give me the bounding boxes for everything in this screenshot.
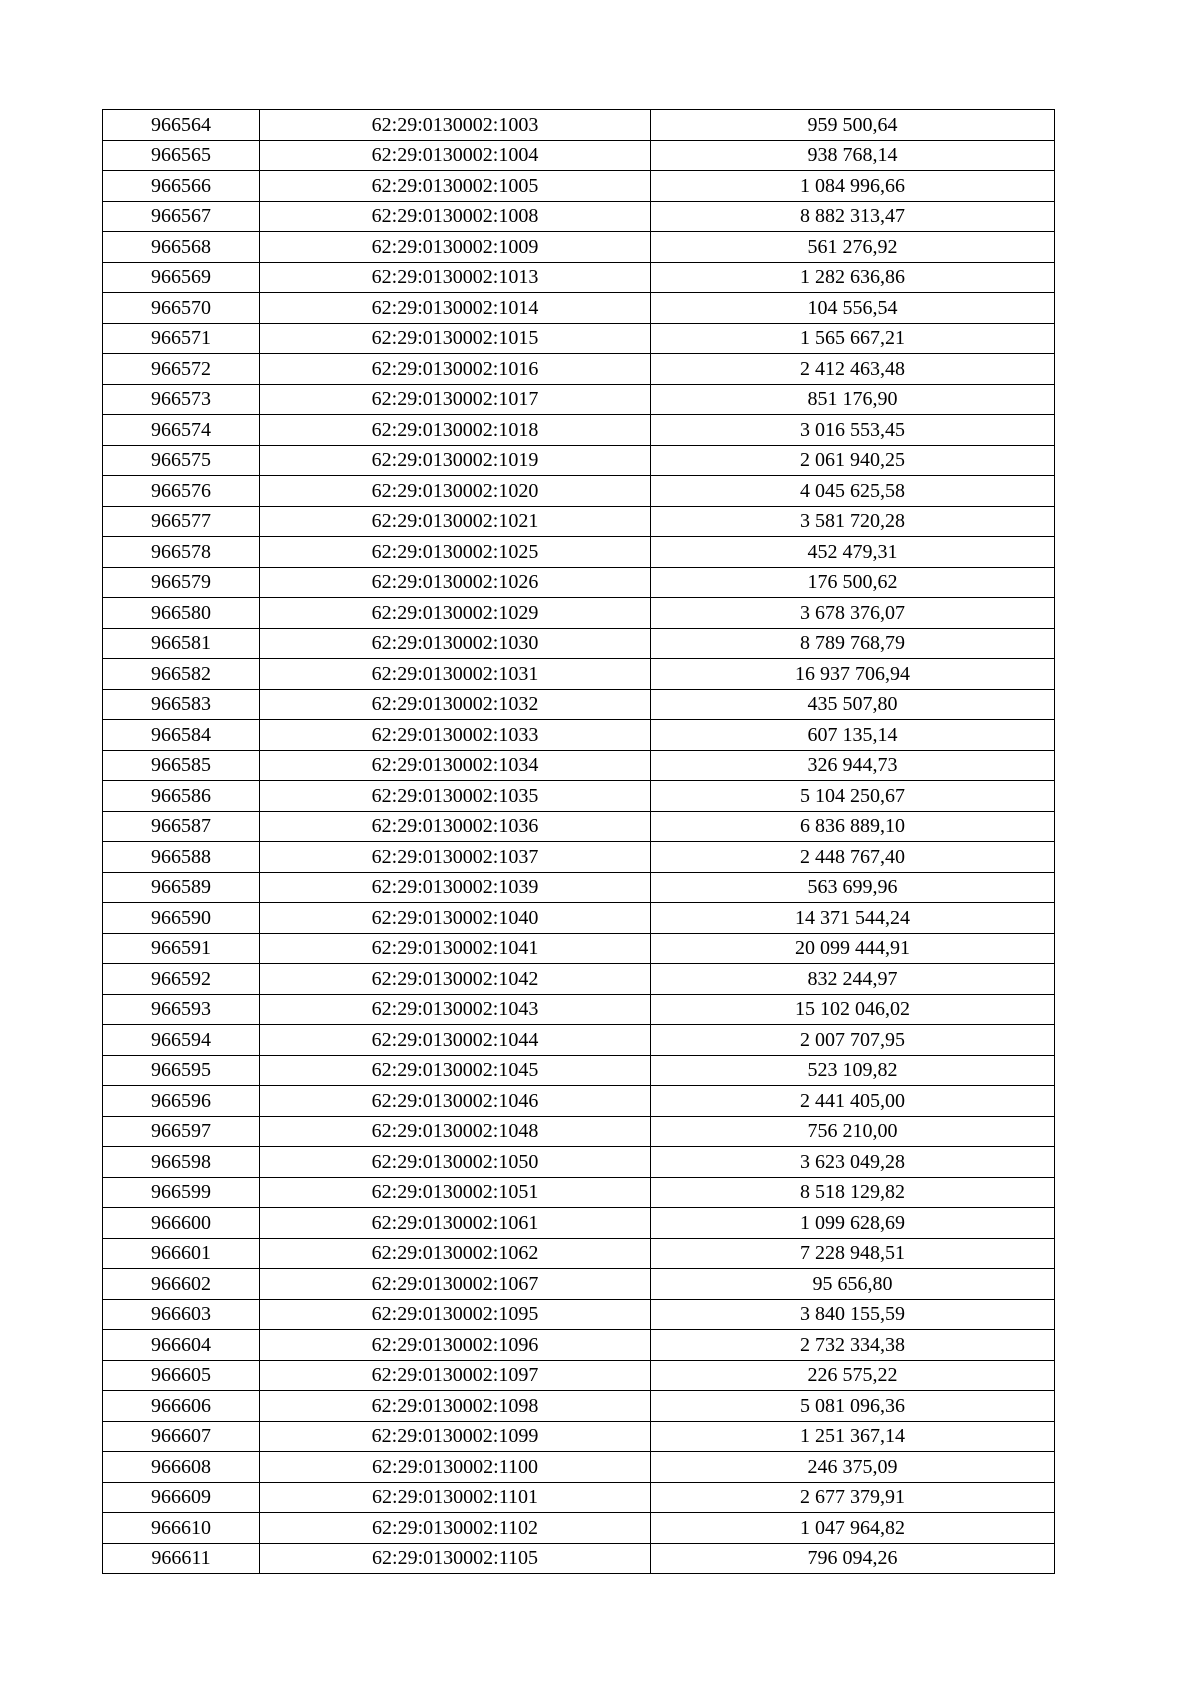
table-row bbox=[103, 1543, 1055, 1574]
table-row bbox=[103, 842, 1055, 873]
cadastral-value-cell: 1 099 628,69 bbox=[651, 1208, 1055, 1239]
row-number-cell: 966587 bbox=[103, 811, 260, 842]
cadastral-value-cell: 1 047 964,82 bbox=[651, 1513, 1055, 1544]
cadastral-number-cell: 62:29:0130002:1051 bbox=[260, 1177, 651, 1208]
cadastral-number-cell: 62:29:0130002:1050 bbox=[260, 1147, 651, 1178]
row-number-cell: 966606 bbox=[103, 1391, 260, 1422]
cadastral-number-cell: 62:29:0130002:1005 bbox=[260, 171, 651, 202]
cadastral-value-cell: 796 094,26 bbox=[651, 1543, 1055, 1574]
cadastral-value-cell: 226 575,22 bbox=[651, 1360, 1055, 1391]
cadastral-number-cell: 62:29:0130002:1101 bbox=[260, 1482, 651, 1513]
cadastral-number-cell: 62:29:0130002:1016 bbox=[260, 354, 651, 385]
cadastral-number-cell: 62:29:0130002:1014 bbox=[260, 293, 651, 324]
table-row bbox=[103, 537, 1055, 568]
cadastral-number-cell: 62:29:0130002:1015 bbox=[260, 323, 651, 354]
row-number-cell: 966564 bbox=[103, 110, 260, 141]
cadastral-number-cell: 62:29:0130002:1095 bbox=[260, 1299, 651, 1330]
cadastral-number-cell: 62:29:0130002:1039 bbox=[260, 872, 651, 903]
row-number-cell: 966592 bbox=[103, 964, 260, 995]
cadastral-value-table bbox=[102, 109, 1055, 1574]
row-number-cell: 966575 bbox=[103, 445, 260, 476]
cadastral-number-cell: 62:29:0130002:1042 bbox=[260, 964, 651, 995]
table-row bbox=[103, 781, 1055, 812]
table-row bbox=[103, 476, 1055, 507]
table-row bbox=[103, 628, 1055, 659]
table-row bbox=[103, 750, 1055, 781]
cadastral-value-cell: 6 836 889,10 bbox=[651, 811, 1055, 842]
cadastral-value-cell: 95 656,80 bbox=[651, 1269, 1055, 1300]
row-number-cell: 966579 bbox=[103, 567, 260, 598]
cadastral-number-cell: 62:29:0130002:1018 bbox=[260, 415, 651, 446]
row-number-cell: 966572 bbox=[103, 354, 260, 385]
row-number-cell: 966577 bbox=[103, 506, 260, 537]
row-number-cell: 966601 bbox=[103, 1238, 260, 1269]
cadastral-value-cell: 4 045 625,58 bbox=[651, 476, 1055, 507]
table-row bbox=[103, 1452, 1055, 1483]
table-body bbox=[103, 110, 1055, 1574]
row-number-cell: 966580 bbox=[103, 598, 260, 629]
table-row bbox=[103, 1025, 1055, 1056]
row-number-cell: 966590 bbox=[103, 903, 260, 934]
table-row bbox=[103, 262, 1055, 293]
cadastral-value-cell: 938 768,14 bbox=[651, 140, 1055, 171]
cadastral-number-cell: 62:29:0130002:1043 bbox=[260, 994, 651, 1025]
table-row bbox=[103, 506, 1055, 537]
cadastral-value-cell: 5 104 250,67 bbox=[651, 781, 1055, 812]
table-row bbox=[103, 933, 1055, 964]
table-row bbox=[103, 171, 1055, 202]
cadastral-value-cell: 3 678 376,07 bbox=[651, 598, 1055, 629]
cadastral-value-cell: 832 244,97 bbox=[651, 964, 1055, 995]
table-row bbox=[103, 1086, 1055, 1117]
row-number-cell: 966571 bbox=[103, 323, 260, 354]
table-row bbox=[103, 689, 1055, 720]
table-row bbox=[103, 872, 1055, 903]
cadastral-number-cell: 62:29:0130002:1017 bbox=[260, 384, 651, 415]
table-row bbox=[103, 445, 1055, 476]
table-row bbox=[103, 1360, 1055, 1391]
cadastral-number-cell: 62:29:0130002:1061 bbox=[260, 1208, 651, 1239]
row-number-cell: 966578 bbox=[103, 537, 260, 568]
cadastral-number-cell: 62:29:0130002:1025 bbox=[260, 537, 651, 568]
cadastral-number-cell: 62:29:0130002:1032 bbox=[260, 689, 651, 720]
cadastral-number-cell: 62:29:0130002:1048 bbox=[260, 1116, 651, 1147]
table-row bbox=[103, 1391, 1055, 1422]
table-row bbox=[103, 994, 1055, 1025]
row-number-cell: 966586 bbox=[103, 781, 260, 812]
cadastral-value-cell: 3 840 155,59 bbox=[651, 1299, 1055, 1330]
row-number-cell: 966598 bbox=[103, 1147, 260, 1178]
cadastral-value-cell: 851 176,90 bbox=[651, 384, 1055, 415]
cadastral-value-cell: 3 581 720,28 bbox=[651, 506, 1055, 537]
table-row bbox=[103, 1177, 1055, 1208]
table-row bbox=[103, 384, 1055, 415]
row-number-cell: 966589 bbox=[103, 872, 260, 903]
cadastral-number-cell: 62:29:0130002:1037 bbox=[260, 842, 651, 873]
row-number-cell: 966574 bbox=[103, 415, 260, 446]
cadastral-number-cell: 62:29:0130002:1045 bbox=[260, 1055, 651, 1086]
row-number-cell: 966609 bbox=[103, 1482, 260, 1513]
table-row bbox=[103, 1238, 1055, 1269]
cadastral-value-cell: 16 937 706,94 bbox=[651, 659, 1055, 690]
cadastral-number-cell: 62:29:0130002:1034 bbox=[260, 750, 651, 781]
table-row bbox=[103, 811, 1055, 842]
table-row bbox=[103, 293, 1055, 324]
cadastral-value-cell: 607 135,14 bbox=[651, 720, 1055, 751]
cadastral-number-cell: 62:29:0130002:1062 bbox=[260, 1238, 651, 1269]
cadastral-number-cell: 62:29:0130002:1020 bbox=[260, 476, 651, 507]
row-number-cell: 966594 bbox=[103, 1025, 260, 1056]
cadastral-number-cell: 62:29:0130002:1008 bbox=[260, 201, 651, 232]
cadastral-number-cell: 62:29:0130002:1021 bbox=[260, 506, 651, 537]
row-number-cell: 966585 bbox=[103, 750, 260, 781]
cadastral-number-cell: 62:29:0130002:1013 bbox=[260, 262, 651, 293]
cadastral-number-cell: 62:29:0130002:1026 bbox=[260, 567, 651, 598]
cadastral-number-cell: 62:29:0130002:1046 bbox=[260, 1086, 651, 1117]
row-number-cell: 966610 bbox=[103, 1513, 260, 1544]
cadastral-number-cell: 62:29:0130002:1033 bbox=[260, 720, 651, 751]
row-number-cell: 966566 bbox=[103, 171, 260, 202]
table-row bbox=[103, 1147, 1055, 1178]
row-number-cell: 966602 bbox=[103, 1269, 260, 1300]
row-number-cell: 966600 bbox=[103, 1208, 260, 1239]
row-number-cell: 966597 bbox=[103, 1116, 260, 1147]
row-number-cell: 966591 bbox=[103, 933, 260, 964]
table-row bbox=[103, 1421, 1055, 1452]
table-row bbox=[103, 415, 1055, 446]
cadastral-value-cell: 959 500,64 bbox=[651, 110, 1055, 141]
cadastral-number-cell: 62:29:0130002:1099 bbox=[260, 1421, 651, 1452]
cadastral-value-cell: 561 276,92 bbox=[651, 232, 1055, 263]
cadastral-value-cell: 20 099 444,91 bbox=[651, 933, 1055, 964]
row-number-cell: 966569 bbox=[103, 262, 260, 293]
cadastral-value-cell: 523 109,82 bbox=[651, 1055, 1055, 1086]
table-row bbox=[103, 1055, 1055, 1086]
table-row bbox=[103, 1269, 1055, 1300]
row-number-cell: 966604 bbox=[103, 1330, 260, 1361]
cadastral-value-cell: 452 479,31 bbox=[651, 537, 1055, 568]
cadastral-value-cell: 104 556,54 bbox=[651, 293, 1055, 324]
table-row bbox=[103, 354, 1055, 385]
row-number-cell: 966568 bbox=[103, 232, 260, 263]
table-row bbox=[103, 140, 1055, 171]
cadastral-value-cell: 756 210,00 bbox=[651, 1116, 1055, 1147]
cadastral-value-cell: 3 016 553,45 bbox=[651, 415, 1055, 446]
cadastral-value-cell: 2 412 463,48 bbox=[651, 354, 1055, 385]
table-row bbox=[103, 1299, 1055, 1330]
row-number-cell: 966583 bbox=[103, 689, 260, 720]
row-number-cell: 966565 bbox=[103, 140, 260, 171]
cadastral-number-cell: 62:29:0130002:1029 bbox=[260, 598, 651, 629]
cadastral-value-cell: 3 623 049,28 bbox=[651, 1147, 1055, 1178]
cadastral-value-cell: 2 448 767,40 bbox=[651, 842, 1055, 873]
cadastral-number-cell: 62:29:0130002:1041 bbox=[260, 933, 651, 964]
cadastral-number-cell: 62:29:0130002:1044 bbox=[260, 1025, 651, 1056]
cadastral-value-cell: 2 441 405,00 bbox=[651, 1086, 1055, 1117]
cadastral-value-cell: 326 944,73 bbox=[651, 750, 1055, 781]
cadastral-number-cell: 62:29:0130002:1004 bbox=[260, 140, 651, 171]
row-number-cell: 966584 bbox=[103, 720, 260, 751]
cadastral-number-cell: 62:29:0130002:1030 bbox=[260, 628, 651, 659]
row-number-cell: 966603 bbox=[103, 1299, 260, 1330]
cadastral-value-cell: 8 518 129,82 bbox=[651, 1177, 1055, 1208]
table-row bbox=[103, 1116, 1055, 1147]
row-number-cell: 966588 bbox=[103, 842, 260, 873]
cadastral-number-cell: 62:29:0130002:1067 bbox=[260, 1269, 651, 1300]
cadastral-value-cell: 1 084 996,66 bbox=[651, 171, 1055, 202]
cadastral-number-cell: 62:29:0130002:1097 bbox=[260, 1360, 651, 1391]
row-number-cell: 966599 bbox=[103, 1177, 260, 1208]
cadastral-number-cell: 62:29:0130002:1031 bbox=[260, 659, 651, 690]
cadastral-number-cell: 62:29:0130002:1040 bbox=[260, 903, 651, 934]
cadastral-value-cell: 14 371 544,24 bbox=[651, 903, 1055, 934]
table-row bbox=[103, 659, 1055, 690]
cadastral-value-cell: 5 081 096,36 bbox=[651, 1391, 1055, 1422]
table-row bbox=[103, 964, 1055, 995]
cadastral-number-cell: 62:29:0130002:1105 bbox=[260, 1543, 651, 1574]
table-row bbox=[103, 1513, 1055, 1544]
cadastral-number-cell: 62:29:0130002:1036 bbox=[260, 811, 651, 842]
table-row bbox=[103, 720, 1055, 751]
table-row bbox=[103, 1330, 1055, 1361]
cadastral-number-cell: 62:29:0130002:1096 bbox=[260, 1330, 651, 1361]
cadastral-number-cell: 62:29:0130002:1100 bbox=[260, 1452, 651, 1483]
cadastral-value-cell: 7 228 948,51 bbox=[651, 1238, 1055, 1269]
table-row bbox=[103, 232, 1055, 263]
cadastral-value-cell: 2 732 334,38 bbox=[651, 1330, 1055, 1361]
row-number-cell: 966608 bbox=[103, 1452, 260, 1483]
row-number-cell: 966582 bbox=[103, 659, 260, 690]
table-row bbox=[103, 201, 1055, 232]
cadastral-number-cell: 62:29:0130002:1035 bbox=[260, 781, 651, 812]
cadastral-number-cell: 62:29:0130002:1019 bbox=[260, 445, 651, 476]
row-number-cell: 966611 bbox=[103, 1543, 260, 1574]
cadastral-value-cell: 8 882 313,47 bbox=[651, 201, 1055, 232]
table-row bbox=[103, 598, 1055, 629]
table-row bbox=[103, 1208, 1055, 1239]
row-number-cell: 966567 bbox=[103, 201, 260, 232]
row-number-cell: 966576 bbox=[103, 476, 260, 507]
cadastral-value-cell: 563 699,96 bbox=[651, 872, 1055, 903]
table-row bbox=[103, 1482, 1055, 1513]
row-number-cell: 966596 bbox=[103, 1086, 260, 1117]
row-number-cell: 966595 bbox=[103, 1055, 260, 1086]
cadastral-value-cell: 2 007 707,95 bbox=[651, 1025, 1055, 1056]
cadastral-number-cell: 62:29:0130002:1098 bbox=[260, 1391, 651, 1422]
cadastral-number-cell: 62:29:0130002:1003 bbox=[260, 110, 651, 141]
cadastral-value-cell: 8 789 768,79 bbox=[651, 628, 1055, 659]
cadastral-value-cell: 1 251 367,14 bbox=[651, 1421, 1055, 1452]
cadastral-number-cell: 62:29:0130002:1009 bbox=[260, 232, 651, 263]
row-number-cell: 966607 bbox=[103, 1421, 260, 1452]
table-row bbox=[103, 323, 1055, 354]
cadastral-value-cell: 2 677 379,91 bbox=[651, 1482, 1055, 1513]
cadastral-value-cell: 1 565 667,21 bbox=[651, 323, 1055, 354]
row-number-cell: 966581 bbox=[103, 628, 260, 659]
cadastral-value-cell: 246 375,09 bbox=[651, 1452, 1055, 1483]
cadastral-value-cell: 15 102 046,02 bbox=[651, 994, 1055, 1025]
row-number-cell: 966573 bbox=[103, 384, 260, 415]
row-number-cell: 966593 bbox=[103, 994, 260, 1025]
table-row bbox=[103, 567, 1055, 598]
cadastral-value-cell: 176 500,62 bbox=[651, 567, 1055, 598]
cadastral-value-cell: 1 282 636,86 bbox=[651, 262, 1055, 293]
cadastral-number-cell: 62:29:0130002:1102 bbox=[260, 1513, 651, 1544]
row-number-cell: 966605 bbox=[103, 1360, 260, 1391]
row-number-cell: 966570 bbox=[103, 293, 260, 324]
cadastral-value-cell: 435 507,80 bbox=[651, 689, 1055, 720]
table-row bbox=[103, 903, 1055, 934]
table-row bbox=[103, 110, 1055, 141]
cadastral-value-cell: 2 061 940,25 bbox=[651, 445, 1055, 476]
